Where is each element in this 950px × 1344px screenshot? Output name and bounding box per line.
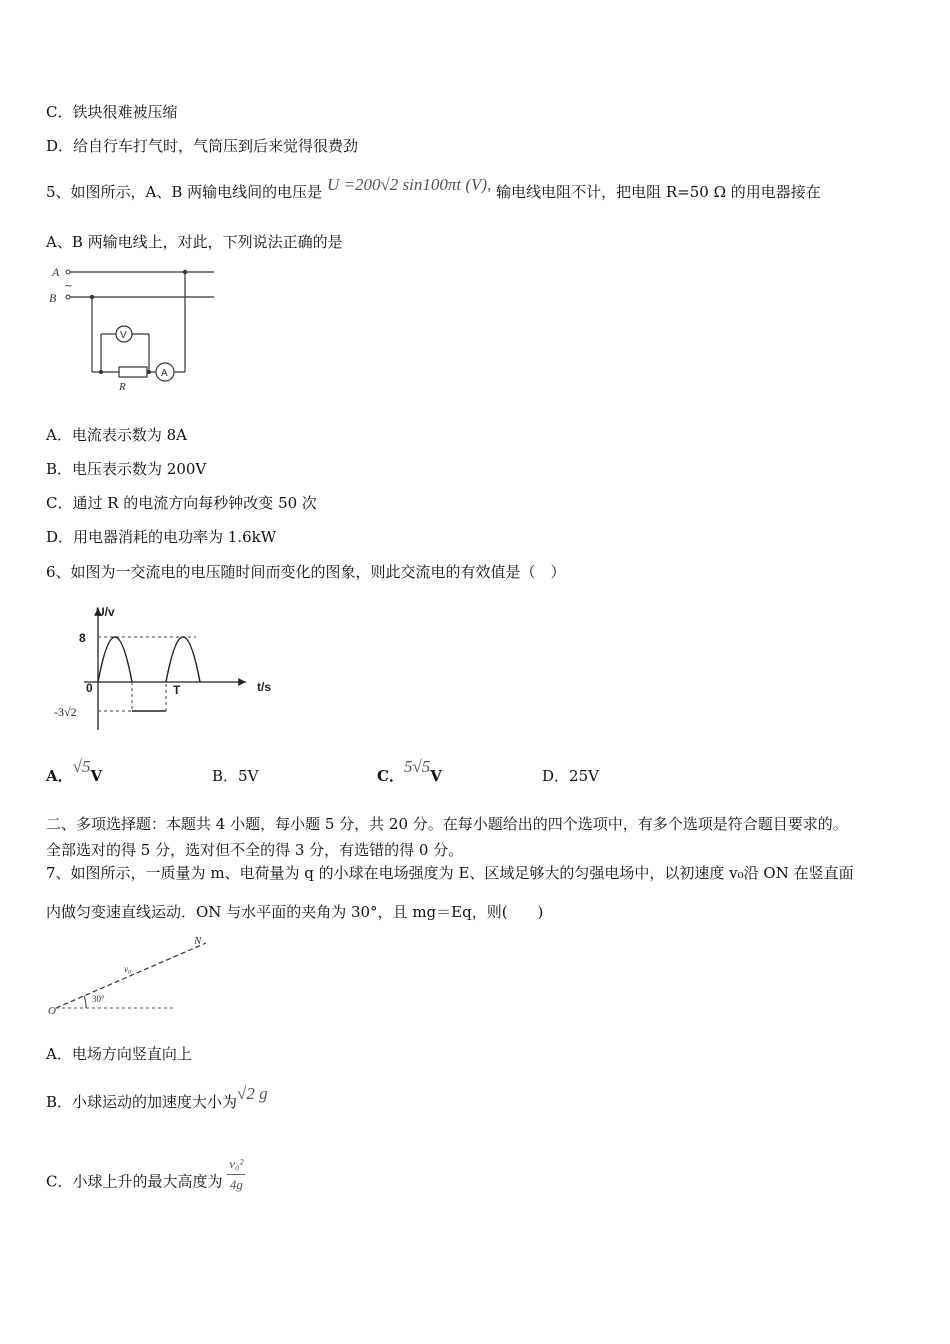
q7-stem-line2: 内做匀变速直线运动．ON 与水平面的夹角为 30°，且 mg＝Eq，则( ) (46, 903, 544, 921)
q7-option-b: B．小球运动的加速度大小为√2 g (46, 1084, 268, 1111)
q7-option-b-value: √2 g (237, 1084, 268, 1103)
q4-option-c: C．铁块很难被压缩 (46, 103, 178, 121)
q5-stem-line2: A、B 两输电线上，对此，下列说法正确的是 (46, 233, 343, 251)
resistor-r (119, 367, 147, 377)
q7-option-c-fraction: $\frac{\text{v₀²}}{4g}$ (229, 1156, 244, 1192)
q5-option-d: D．用电器消耗的电功率为 1.6kW (46, 528, 277, 546)
q7-stem-line1: 7、如图所示，一质量为 m、电荷量为 q 的小球在电场强度为 E、区域足够大的匀强电场中，以初速度 v₀沿 ON 在竖直面 (46, 864, 854, 882)
graph-ylabel: U/v (96, 605, 115, 619)
graph-ymin-label: -3√2 (54, 705, 77, 719)
q6-option-b: B．5V (212, 767, 259, 785)
angle-label: 30° (92, 994, 105, 1004)
q6-stem: 6、如图为一交流电的电压随时间而变化的图象，则此交流电的有效值是（ ） (46, 563, 566, 581)
circuit-tilde: ~ (64, 279, 74, 292)
section2-instructions-line1: 二、多项选择题：本题共 4 小题，每小题 5 分，共 20 分。在每小题给出的四个选项中，有多个选项是符合题目要求的。 (46, 815, 848, 833)
circuit-label-b: B (49, 291, 57, 305)
q6-option-a: A．√5V (46, 757, 103, 785)
q5-stem-suffix: 输电线电阻不计，把电阻 R=50 Ω 的用电器接在 (496, 183, 821, 201)
q6-voltage-graph (46, 600, 286, 740)
q5-option-a: A．电流表示数为 8A (46, 426, 187, 444)
q4-option-d: D．给自行车打气时，气筒压到后来觉得很费劲 (46, 137, 359, 155)
graph-wave-second-period (166, 637, 200, 682)
q5-voltage-formula: U =200√2 sin100πt (V), (326, 175, 492, 194)
graph-ymax-label: 8 (79, 631, 86, 645)
q5-stem-prefix: 5、如图所示，A、B 两输电线间的电压是 (46, 183, 323, 201)
circuit-label-r: R (119, 381, 126, 393)
q6-option-a-value: √5 (72, 757, 91, 776)
q6-option-c-value: 5√5 (403, 757, 431, 776)
on-line (56, 943, 206, 1008)
q7-option-a: A．电场方向竖直向上 (46, 1045, 192, 1063)
q7-motion-diagram (46, 930, 226, 1020)
q7-option-c: C．小球上升的最大高度为 $\frac{\text{v₀²}}{4g}$ (46, 1162, 245, 1203)
q6-option-d: D．25V (542, 767, 599, 785)
graph-xlabel: t/s (257, 680, 272, 694)
label-o: O (48, 1005, 56, 1017)
graph-origin-label: 0 (86, 681, 93, 695)
q5-stem (46, 175, 821, 202)
label-v0: v₀ (124, 964, 132, 974)
voltmeter-label: V (120, 330, 127, 341)
q5-circuit-diagram (46, 262, 226, 394)
q5-option-b: B．电压表示数为 200V (46, 460, 207, 478)
section2-instructions-line2: 全部选对的得 5 分，选对但不全的得 3 分，有选错的得 0 分。 (46, 841, 464, 859)
graph-wave-first-half (98, 637, 132, 682)
ammeter-label: A (161, 368, 168, 379)
q5-option-c: C．通过 R 的电流方向每秒钟改变 50 次 (46, 494, 317, 512)
circuit-label-a: A (52, 265, 60, 279)
q6-option-c: C．5√5V (377, 757, 442, 785)
graph-period-label: T (173, 683, 181, 697)
label-n: N (194, 935, 202, 947)
